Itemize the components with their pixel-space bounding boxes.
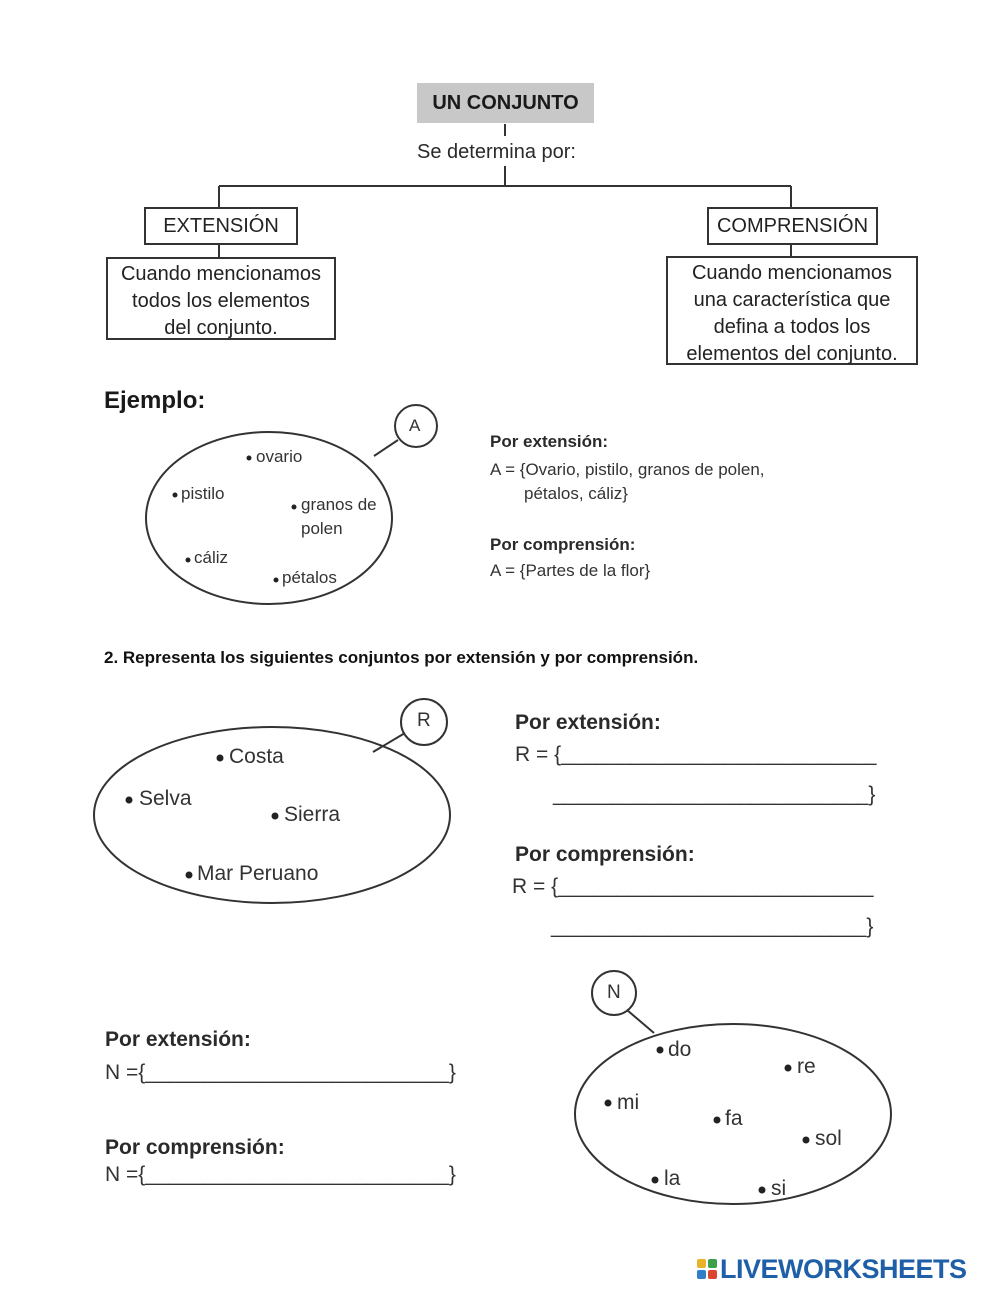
desc-line: todos los elementos — [132, 290, 310, 312]
desc-line: elementos del conjunto. — [686, 343, 898, 365]
bullet — [292, 505, 297, 510]
example-ext-line: A = {Ovario, pistilo, granos de polen, — [490, 460, 765, 479]
set-element: pétalos — [282, 568, 337, 587]
set-r-ext-answer-2[interactable]: ___________________________} — [553, 783, 876, 806]
set-element: re — [797, 1055, 816, 1078]
bullet — [803, 1137, 810, 1144]
logo-block — [708, 1270, 717, 1279]
set-a-name: A — [409, 416, 421, 435]
set-element: do — [668, 1038, 692, 1061]
bullet — [272, 813, 279, 820]
set-element: Mar Peruano — [197, 862, 319, 885]
bullet — [186, 872, 193, 879]
logo-blocks-icon — [697, 1259, 717, 1279]
bullet — [605, 1100, 612, 1107]
instruction: 2. Representa los siguientes conjuntos por extensión y por comprensión. — [104, 648, 699, 667]
logo-text: LIVEWORKSHEETS — [720, 1253, 967, 1284]
logo-block — [697, 1270, 706, 1279]
example-comp-line: A = {Partes de la flor} — [490, 561, 651, 580]
bullet — [759, 1187, 766, 1194]
bullet — [274, 578, 279, 583]
set-n-comp-answer[interactable]: N ={__________________________} — [105, 1163, 456, 1186]
example-comp-heading: Por comprensión: — [490, 535, 636, 554]
subtitle: Se determina por: — [417, 141, 576, 163]
set-n-ext-heading: Por extensión: — [105, 1028, 251, 1051]
set-element: mi — [617, 1091, 640, 1114]
set-element: fa — [725, 1107, 743, 1130]
set-r-comp-answer-1[interactable]: R = {___________________________ — [512, 875, 874, 898]
bullet — [714, 1117, 721, 1124]
set-r-ext-answer-1[interactable]: R = {___________________________ — [515, 743, 877, 766]
set-element: granos de — [301, 495, 377, 514]
set-element: Selva — [139, 787, 192, 810]
set-n-ext-answer[interactable]: N ={__________________________} — [105, 1061, 456, 1084]
desc-line: del conjunto. — [164, 317, 278, 339]
example-ext-heading: Por extensión: — [490, 432, 609, 451]
bullet — [657, 1047, 664, 1054]
bullet — [247, 456, 252, 461]
desc-line: Cuando mencionamos — [120, 263, 322, 285]
set-n-tag-line — [627, 1010, 654, 1033]
bullet — [186, 558, 191, 563]
page-title: UN CONJUNTO — [417, 83, 594, 123]
extension-label: EXTENSIÓN — [144, 207, 298, 245]
set-element: sol — [815, 1127, 842, 1150]
logo-block — [697, 1259, 706, 1268]
set-element: la — [664, 1167, 681, 1190]
set-r-comp-heading: Por comprensión: — [515, 843, 695, 866]
set-element: pistilo — [181, 484, 225, 503]
logo-block — [708, 1259, 717, 1268]
bullet — [652, 1177, 659, 1184]
set-element: si — [771, 1177, 787, 1200]
bullet — [217, 755, 224, 762]
example-ext-line: pétalos, cáliz} — [524, 484, 628, 503]
set-element: cáliz — [194, 548, 229, 567]
set-a-tag-line — [374, 440, 398, 456]
liveworksheets-logo[interactable] — [697, 1254, 967, 1284]
bullet — [126, 797, 133, 804]
set-r-ext-heading: Por extensión: — [515, 711, 661, 734]
set-n-comp-heading: Por comprensión: — [105, 1136, 285, 1159]
example-heading: Ejemplo: — [104, 387, 206, 414]
desc-line: Cuando mencionamos — [691, 262, 893, 284]
set-element: polen — [301, 519, 343, 538]
bullet — [785, 1065, 792, 1072]
set-n-name: N — [607, 982, 621, 1003]
extension-description — [106, 257, 336, 340]
comprension-description — [666, 256, 918, 365]
set-r-comp-answer-2[interactable]: ___________________________} — [551, 915, 874, 938]
desc-line: defina a todos los — [713, 316, 871, 338]
bullet — [173, 493, 178, 498]
set-element: Costa — [229, 745, 284, 768]
set-r-name: R — [417, 710, 431, 731]
comprension-label: COMPRENSIÓN — [707, 207, 878, 245]
set-element: Sierra — [284, 803, 341, 826]
set-element: ovario — [256, 447, 303, 466]
desc-line: una característica que — [693, 289, 891, 311]
